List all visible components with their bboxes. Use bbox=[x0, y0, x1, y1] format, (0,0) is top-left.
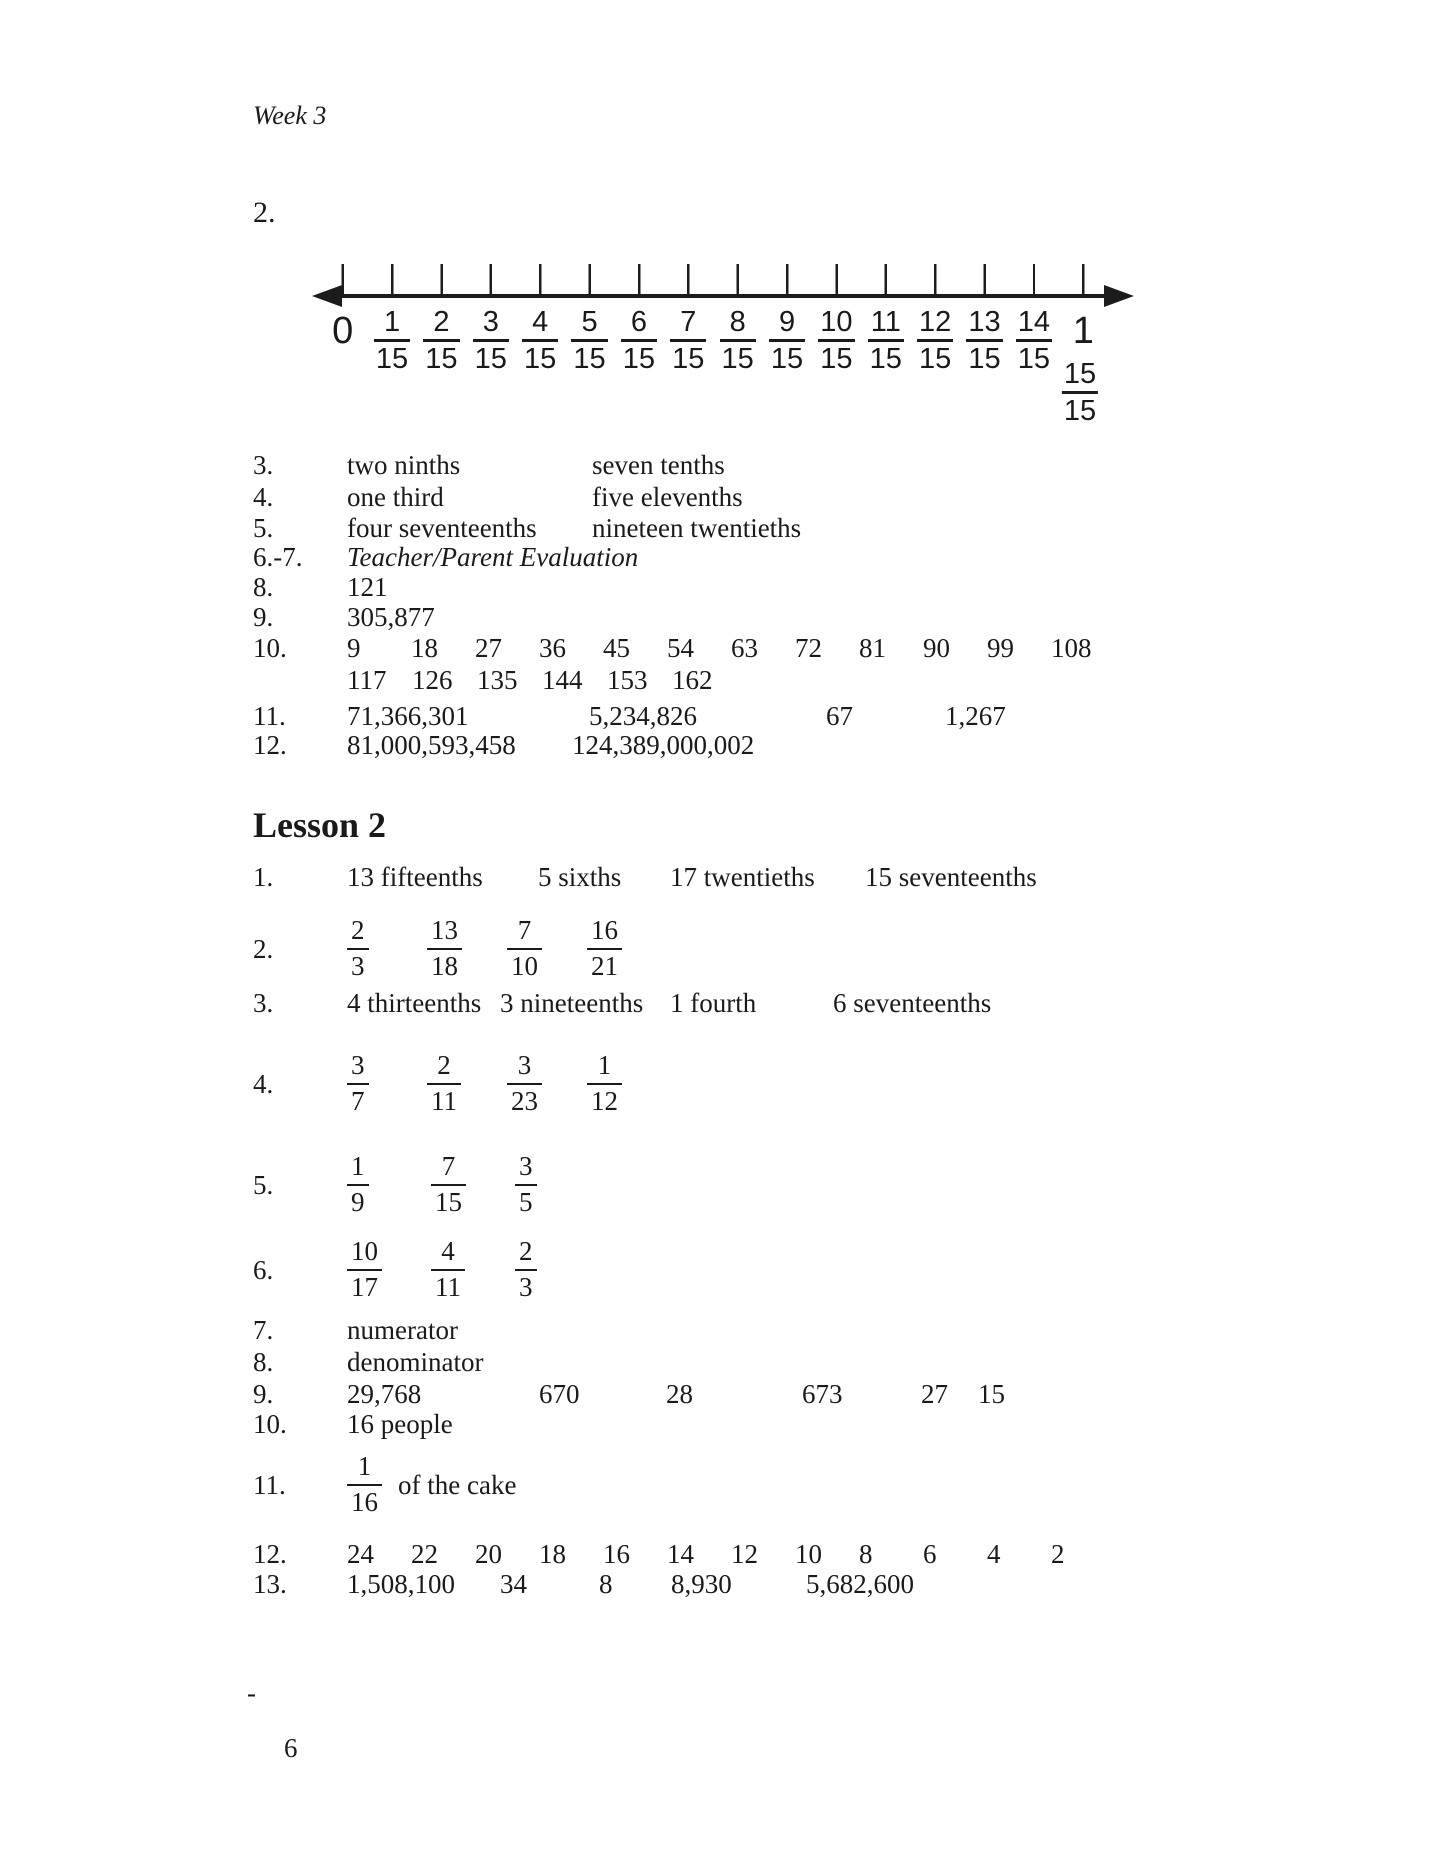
fraction bbox=[431, 1152, 466, 1217]
fraction bbox=[507, 1051, 542, 1116]
answer-text: 6 seventeenths bbox=[833, 988, 992, 1018]
tick-labels bbox=[318, 307, 1108, 375]
answer-text: 4 thirteenths bbox=[347, 988, 482, 1018]
tick-label-fraction bbox=[1009, 307, 1058, 375]
fraction-denominator: 12 bbox=[591, 1085, 618, 1116]
answer-fraction bbox=[587, 1051, 667, 1116]
answer-fraction bbox=[507, 916, 587, 981]
answer-value: 8,930 bbox=[671, 1569, 732, 1599]
sequence-value: 54 bbox=[667, 633, 694, 663]
fraction-denominator: 15 bbox=[820, 343, 853, 376]
left-arrowhead-icon bbox=[312, 285, 342, 307]
sequence-value: 126 bbox=[412, 665, 453, 695]
answer-text: five elevenths bbox=[592, 482, 743, 512]
fraction-denominator: 15 bbox=[425, 343, 458, 376]
fraction bbox=[621, 307, 657, 375]
sequence-value: 81 bbox=[859, 633, 886, 663]
fraction-denominator: 15 bbox=[1063, 395, 1097, 428]
answer-fraction bbox=[347, 916, 427, 981]
fraction bbox=[473, 307, 509, 375]
fraction-denominator: 3 bbox=[351, 950, 365, 981]
fraction-numerator: 7 bbox=[431, 1152, 466, 1186]
answer-value: 71,366,301 bbox=[347, 701, 469, 731]
stray-dash-mark: - bbox=[247, 1678, 256, 1708]
answer-text: 16 people bbox=[347, 1409, 453, 1439]
fraction-numerator: 16 bbox=[587, 916, 622, 950]
fraction-numerator: 3 bbox=[515, 1152, 537, 1186]
tick-label-fraction bbox=[861, 307, 910, 375]
sequence-value: 12 bbox=[731, 1539, 758, 1569]
fraction-denominator: 15 bbox=[435, 1186, 462, 1217]
tick-label-fraction bbox=[367, 307, 416, 375]
fraction-numerator: 7 bbox=[507, 916, 542, 950]
tick-label-fraction bbox=[516, 307, 565, 375]
tick-label-fraction bbox=[664, 307, 713, 375]
fraction-numerator: 5 bbox=[571, 307, 607, 342]
answer-fraction bbox=[427, 1051, 507, 1116]
item-number: 8. bbox=[253, 1347, 274, 1377]
l2-answer-row-6 bbox=[253, 1237, 599, 1302]
fraction bbox=[515, 1237, 537, 1302]
item-number: 7. bbox=[253, 1315, 274, 1345]
page-number: 6 bbox=[284, 1733, 298, 1763]
l2-answer-row-7 bbox=[253, 1314, 458, 1346]
l2-answer-row-4 bbox=[253, 1051, 667, 1116]
fraction-denominator: 23 bbox=[511, 1085, 538, 1116]
answer-text: 1 fourth bbox=[670, 988, 757, 1018]
fraction-denominator: 17 bbox=[351, 1271, 378, 1302]
answer-value: 673 bbox=[802, 1379, 843, 1409]
sequence-value: 117 bbox=[347, 665, 387, 695]
fraction-numerator: 13 bbox=[427, 916, 462, 950]
answer-row-10 bbox=[253, 632, 1115, 696]
answer-text: 13 fifteenths bbox=[347, 862, 483, 892]
answer-value: 1,508,100 bbox=[347, 1569, 455, 1599]
answer-text: 121 bbox=[347, 572, 388, 602]
sequence-line-1 bbox=[347, 632, 1115, 664]
fraction bbox=[347, 1452, 382, 1517]
tick-label-fraction bbox=[565, 307, 614, 375]
sequence-value: 20 bbox=[475, 1539, 502, 1569]
item-number: 10. bbox=[253, 1409, 287, 1439]
item-number: 4. bbox=[253, 1068, 274, 1099]
sequence-value: 63 bbox=[731, 633, 758, 663]
fraction-denominator: 21 bbox=[591, 950, 618, 981]
l2-answer-row-3 bbox=[253, 987, 991, 1019]
fraction bbox=[670, 307, 706, 375]
answer-fraction bbox=[431, 1152, 515, 1217]
fraction bbox=[374, 307, 410, 375]
fraction-numerator: 6 bbox=[621, 307, 657, 342]
fraction-denominator: 11 bbox=[431, 1085, 457, 1116]
fraction-numerator: 8 bbox=[720, 307, 756, 342]
fraction-numerator: 15 bbox=[1062, 359, 1098, 394]
answer-value: 34 bbox=[500, 1569, 527, 1599]
answer-text: 3 nineteenths bbox=[500, 988, 644, 1018]
fraction-denominator: 15 bbox=[869, 343, 902, 376]
item-number: 9. bbox=[253, 602, 274, 632]
sequence-value: 10 bbox=[795, 1539, 822, 1569]
sequence-value: 135 bbox=[477, 665, 518, 695]
fraction bbox=[347, 916, 369, 981]
tick-label-fraction bbox=[960, 307, 1009, 375]
fraction-numerator: 1 bbox=[587, 1051, 622, 1085]
item-number: 12. bbox=[253, 1539, 287, 1569]
fraction-denominator: 15 bbox=[622, 343, 656, 376]
tick-label-fraction bbox=[911, 307, 960, 375]
fraction-numerator: 3 bbox=[473, 307, 509, 342]
sequence-value: 162 bbox=[672, 665, 713, 695]
fraction-numerator: 2 bbox=[515, 1237, 537, 1271]
answer-fraction bbox=[507, 1051, 587, 1116]
sequence-value: 45 bbox=[603, 633, 630, 663]
fraction-denominator: 15 bbox=[524, 343, 557, 376]
right-arrowhead-icon bbox=[1104, 285, 1134, 307]
fraction-denominator: 11 bbox=[435, 1271, 461, 1302]
item-number: 6. bbox=[253, 1254, 274, 1285]
sequence-value: 18 bbox=[539, 1539, 566, 1569]
fraction-numerator: 11 bbox=[868, 307, 904, 342]
sequence-value: 18 bbox=[411, 633, 438, 663]
answer-value: 1,267 bbox=[945, 701, 1006, 731]
item-number: 1. bbox=[253, 862, 274, 892]
answer-value: 8 bbox=[599, 1569, 613, 1599]
fraction bbox=[720, 307, 756, 375]
answer-fraction bbox=[515, 1237, 599, 1302]
fraction bbox=[347, 1051, 369, 1116]
sequence-value: 6 bbox=[923, 1539, 937, 1569]
answer-fraction bbox=[347, 1152, 431, 1217]
answer-fraction bbox=[347, 1237, 431, 1302]
sequence-value: 14 bbox=[667, 1539, 694, 1569]
sequence-value: 72 bbox=[795, 633, 822, 663]
answer-row-11 bbox=[253, 700, 1006, 732]
answer-value: 5,682,600 bbox=[806, 1569, 914, 1599]
fraction-numerator: 1 bbox=[347, 1452, 382, 1486]
answer-text: nineteen twentieths bbox=[592, 513, 802, 543]
sequence-value: 99 bbox=[987, 633, 1014, 663]
answer-row-9 bbox=[253, 601, 435, 633]
fraction bbox=[818, 307, 854, 375]
sequence-value: 24 bbox=[347, 1539, 374, 1569]
l2-answer-row-8 bbox=[253, 1346, 483, 1378]
fraction-numerator: 3 bbox=[347, 1051, 369, 1085]
fraction-numerator: 12 bbox=[917, 307, 953, 342]
fraction-denominator: 15 bbox=[770, 343, 804, 376]
answer-text: two ninths bbox=[347, 450, 461, 480]
l2-answer-row-10 bbox=[253, 1408, 453, 1440]
fraction bbox=[431, 1237, 465, 1302]
fraction-numerator: 9 bbox=[769, 307, 805, 342]
answer-text: seven tenths bbox=[592, 450, 725, 480]
fraction-numerator: 10 bbox=[818, 307, 854, 342]
answer-text: Teacher/Parent Evaluation bbox=[347, 542, 639, 572]
sequence-value: 36 bbox=[539, 633, 566, 663]
answer-row-3 bbox=[253, 449, 725, 481]
sequence-value: 144 bbox=[542, 665, 583, 695]
tick-label-one: 1 bbox=[1072, 310, 1094, 352]
answer-value: 81,000,593,458 bbox=[347, 730, 516, 760]
tick-label-zero: 0 bbox=[332, 310, 354, 352]
lesson-2-heading: Lesson 2 bbox=[253, 805, 387, 845]
item-number: 8. bbox=[253, 572, 274, 602]
fraction-numerator: 2 bbox=[427, 1051, 461, 1085]
fraction-numerator: 14 bbox=[1016, 307, 1052, 342]
fraction-numerator: 2 bbox=[423, 307, 459, 342]
sequence-value: 2 bbox=[1051, 1539, 1065, 1569]
fraction-numerator: 13 bbox=[966, 307, 1002, 342]
answer-text: 15 seventeenths bbox=[865, 862, 1037, 892]
fraction-denominator: 15 bbox=[474, 343, 507, 376]
fraction-denominator: 5 bbox=[519, 1186, 533, 1217]
fraction bbox=[347, 1152, 369, 1217]
fraction-numerator: 4 bbox=[522, 307, 558, 342]
answer-text: denominator bbox=[347, 1347, 484, 1377]
fraction bbox=[1016, 307, 1052, 375]
tick-label-fraction bbox=[812, 307, 861, 375]
fraction bbox=[427, 916, 462, 981]
item-number: 13. bbox=[253, 1569, 287, 1599]
answer-text: 305,877 bbox=[347, 602, 435, 632]
fraction-numerator: 3 bbox=[507, 1051, 542, 1085]
sequence-value: 9 bbox=[347, 633, 361, 663]
item-number: 5. bbox=[253, 1169, 274, 1200]
sequence-line-2 bbox=[347, 664, 1115, 696]
answer-row-6-7 bbox=[253, 541, 638, 573]
fraction-denominator: 18 bbox=[431, 950, 458, 981]
answer-fraction bbox=[347, 1051, 427, 1116]
fraction-denominator: 16 bbox=[351, 1486, 378, 1517]
tick-label-fraction bbox=[466, 307, 515, 375]
fraction-denominator: 3 bbox=[519, 1271, 533, 1302]
l2-answer-row-1 bbox=[253, 861, 1037, 893]
answer-row-8 bbox=[253, 571, 388, 603]
fraction-denominator: 15 bbox=[968, 343, 1001, 376]
l2-answer-row-9 bbox=[253, 1378, 1005, 1410]
fraction-denominator: 15 bbox=[573, 343, 606, 376]
fraction-denominator: 15 bbox=[375, 343, 409, 376]
answer-text: 5 sixths bbox=[538, 862, 622, 892]
sequence-value: 8 bbox=[859, 1539, 873, 1569]
l2-answer-row-13 bbox=[253, 1568, 914, 1600]
answer-row-5 bbox=[253, 512, 801, 544]
item-number: 9. bbox=[253, 1379, 274, 1409]
answer-value: 15 bbox=[978, 1379, 1005, 1409]
item-number: 2. bbox=[253, 933, 274, 964]
sequence-value: 27 bbox=[475, 633, 502, 663]
answer-text: one third bbox=[347, 482, 444, 512]
fraction-numerator: 7 bbox=[670, 307, 706, 342]
number-sequence bbox=[347, 632, 1115, 696]
answer-fraction bbox=[431, 1237, 515, 1302]
week-label: Week 3 bbox=[253, 101, 327, 130]
fraction bbox=[423, 307, 459, 375]
fraction bbox=[769, 307, 805, 375]
tick-label-fraction bbox=[614, 307, 663, 375]
answer-text: 17 twentieths bbox=[670, 862, 815, 892]
answer-value: 5,234,826 bbox=[589, 701, 697, 731]
fraction-denominator: 10 bbox=[511, 950, 538, 981]
fraction bbox=[966, 307, 1002, 375]
item-number: 11. bbox=[253, 701, 286, 731]
item-number: 12. bbox=[253, 730, 287, 760]
tick-label-fraction bbox=[417, 307, 466, 375]
answer-text: four seventeenths bbox=[347, 513, 537, 543]
fraction-numerator: 1 bbox=[374, 307, 410, 342]
sequence-value: 108 bbox=[1051, 633, 1092, 663]
answer-row-12 bbox=[253, 729, 754, 761]
fraction bbox=[427, 1051, 461, 1116]
item-number: 10. bbox=[253, 633, 287, 663]
fraction-denominator: 15 bbox=[919, 343, 952, 376]
answer-text: numerator bbox=[347, 1315, 458, 1345]
fraction-denominator: 15 bbox=[721, 343, 754, 376]
tick-label-fraction bbox=[713, 307, 762, 375]
fraction-numerator: 2 bbox=[347, 916, 369, 950]
fraction-denominator: 15 bbox=[1017, 343, 1051, 376]
sequence-value: 90 bbox=[923, 633, 950, 663]
tick-marks bbox=[318, 264, 1108, 294]
answer-value: 28 bbox=[666, 1379, 693, 1409]
l2-answer-row-11 bbox=[253, 1452, 516, 1517]
number-line-figure bbox=[313, 262, 1133, 432]
item-number: 6.-7. bbox=[253, 542, 303, 572]
fraction-denominator: 9 bbox=[351, 1186, 365, 1217]
answer-value: 27 bbox=[921, 1379, 948, 1409]
answer-value: 29,768 bbox=[347, 1379, 422, 1409]
fraction bbox=[587, 916, 622, 981]
l2-answer-row-5 bbox=[253, 1152, 599, 1217]
fraction bbox=[347, 1237, 382, 1302]
sequence-value: 22 bbox=[411, 1539, 438, 1569]
answer-value: 670 bbox=[539, 1379, 580, 1409]
l2-answer-row-12 bbox=[253, 1538, 1115, 1570]
fraction bbox=[507, 916, 542, 981]
axis-line bbox=[327, 294, 1119, 298]
fraction-denominator: 7 bbox=[351, 1085, 365, 1116]
answer-text: of the cake bbox=[398, 1469, 517, 1500]
answer-value: 124,389,000,002 bbox=[572, 730, 755, 760]
sequence-value: 4 bbox=[987, 1539, 1001, 1569]
fraction bbox=[522, 307, 558, 375]
answer-fraction bbox=[587, 916, 667, 981]
item-number: 4. bbox=[253, 482, 274, 512]
tick-label-fraction bbox=[762, 307, 811, 375]
fraction-numerator: 1 bbox=[347, 1152, 369, 1186]
answer-fraction bbox=[427, 916, 507, 981]
fraction bbox=[917, 307, 953, 375]
fraction-numerator: 10 bbox=[347, 1237, 382, 1271]
fraction bbox=[571, 307, 607, 375]
fraction bbox=[587, 1051, 622, 1116]
item-number: 11. bbox=[253, 1469, 286, 1500]
item-number: 5. bbox=[253, 513, 274, 543]
item-2-number: 2. bbox=[253, 196, 276, 229]
answer-value: 67 bbox=[826, 701, 853, 731]
fraction bbox=[515, 1152, 537, 1217]
fraction-numerator: 4 bbox=[431, 1237, 465, 1271]
item-number: 3. bbox=[253, 988, 274, 1018]
answer-row-4 bbox=[253, 481, 743, 513]
sequence-value: 16 bbox=[603, 1539, 630, 1569]
equivalent-fraction-fifteen-fifteenths bbox=[1062, 359, 1098, 427]
fraction bbox=[868, 307, 904, 375]
answer-fraction bbox=[515, 1152, 599, 1217]
item-number: 3. bbox=[253, 450, 274, 480]
sequence-value: 153 bbox=[607, 665, 648, 695]
fraction-denominator: 15 bbox=[672, 343, 705, 376]
l2-answer-row-2 bbox=[253, 916, 667, 981]
